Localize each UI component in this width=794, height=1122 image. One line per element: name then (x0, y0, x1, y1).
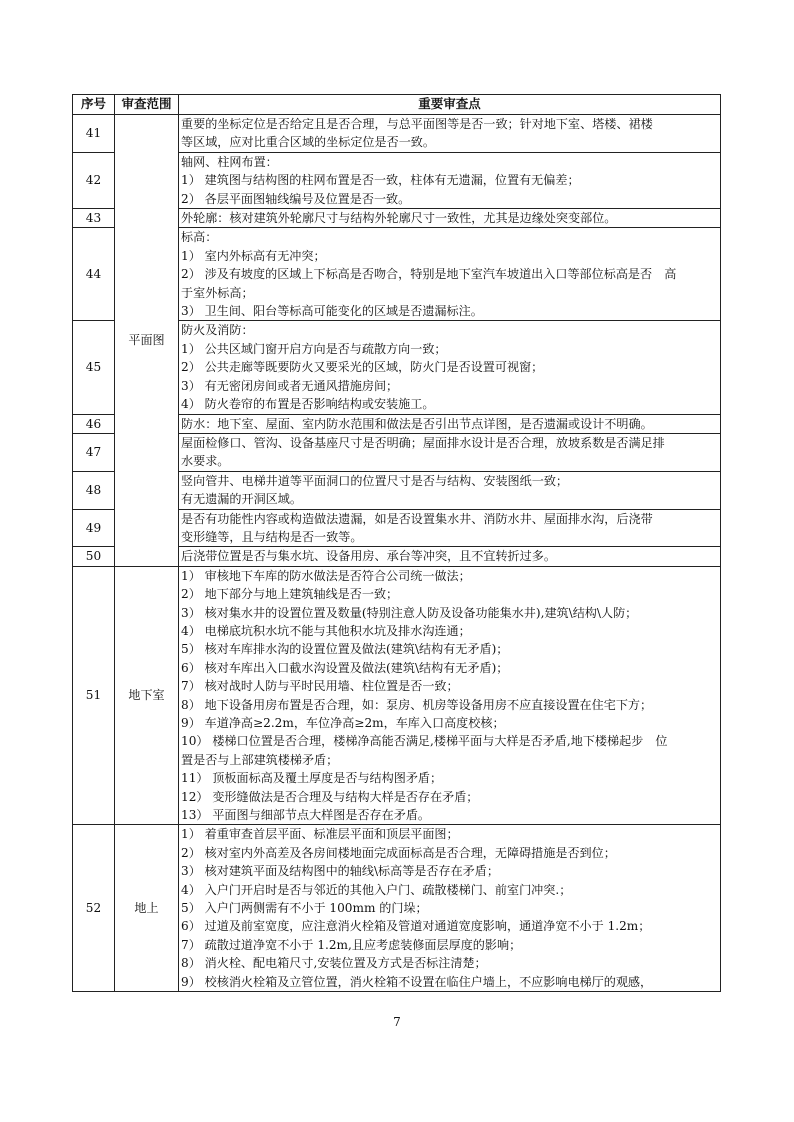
key-point-line: 5） 核对车库排水沟的设置位置及做法(建筑\结构有无矛盾)； (181, 642, 509, 657)
key-point-line: 等区域，应对比重合区域的坐标定位是否一致。 (181, 135, 435, 150)
key-point-line: 9） 车道净高≥2.2m，车位净高≥2m，车库入口高度校核； (181, 716, 505, 730)
key-point-line: 于室外标高； (181, 285, 254, 300)
key-points-cell (179, 433, 721, 471)
key-point-line: 6） 核对车库出入口截水沟设置及做法(建筑\结构有无矛盾)； (181, 660, 509, 675)
row-number: 44 (73, 228, 115, 321)
row-number: 43 (73, 209, 115, 228)
header-scope: 审查范围 (115, 95, 179, 115)
row-number: 49 (73, 509, 115, 547)
row-number: 47 (73, 433, 115, 471)
key-point-line: 13） 平面图与细部节点大样图是否存在矛盾。 (181, 808, 431, 823)
header-key-points: 重要审查点 (179, 95, 721, 115)
key-point-line: 2） 核对室内外高差及各房间楼地面完成面标高是否合理，无障碍措施是否到位； (181, 845, 616, 860)
header-no: 序号 (73, 95, 115, 115)
key-point-line: 有无遗漏的开洞区域。 (181, 492, 302, 507)
table-row (73, 825, 721, 992)
key-point-line: 3） 核对集水井的设置位置及数量(特别注意人防及设备功能集水井),建筑\结构\人防； (181, 605, 638, 620)
row-number: 50 (73, 547, 115, 566)
key-point-line: 1） 着重审查首层平面、标准层平面和顶层平面图； (181, 827, 459, 842)
key-point-line: 7） 核对战时人防与平时民用墙、柱位置是否一致； (181, 679, 459, 694)
table-row (73, 566, 721, 825)
review-table (72, 94, 721, 992)
key-points-cell (179, 566, 721, 825)
review-scope: 地下室 (115, 566, 179, 825)
key-points-cell (179, 414, 721, 433)
key-point-line: 5） 入户门两侧需有不小于 100mm 的门垛； (181, 901, 428, 916)
review-scope: 平面图 (115, 115, 179, 567)
key-point-line: 轴网、柱网布置： (181, 154, 278, 169)
key-point-line: 2） 各层平面图轴线编号及位置是否一致。 (181, 191, 411, 206)
key-point-line: 变形缝等，且与结构是否一致等。 (181, 529, 363, 544)
header-row (73, 95, 721, 115)
key-points-cell (179, 152, 721, 208)
key-points-cell (179, 825, 721, 992)
table-row (73, 115, 721, 153)
page-number: 7 (393, 1015, 401, 1029)
key-point-line: 9） 校核消火栓箱及立管位置，消火栓箱不设置在临住户墙上，不应影响电梯厅的观感， (181, 974, 653, 989)
key-points-cell (179, 547, 721, 566)
key-point-line: 屋面检修口、管沟、设备基座尺寸是否明确；屋面排水设计是否合理，放坡系数是否满足排 (181, 435, 665, 450)
key-point-line: 2） 地下部分与地上建筑轴线是否一致； (181, 587, 399, 602)
key-points-cell (179, 115, 721, 153)
key-point-line: 3） 卫生间、阳台等标高可能变化的区域是否遗漏标注。 (181, 304, 483, 319)
key-point-line: 1） 审核地下车库的防水做法是否符合公司统一做法； (181, 568, 471, 583)
key-point-line: 2） 公共走廊等既要防火又要采光的区域，防火门是否设置可视窗； (181, 360, 544, 375)
key-point-line: 外轮廓：核对建筑外轮廓尺寸与结构外轮廓尺寸一致性，尤其是边缘处突变部位。 (181, 211, 617, 226)
key-points-cell (179, 471, 721, 509)
row-number: 41 (73, 115, 115, 153)
key-points-cell (179, 509, 721, 547)
review-scope: 地上 (115, 825, 179, 992)
key-point-line: 4） 电梯底坑积水坑不能与其他积水坑及排水沟连通； (181, 623, 471, 638)
key-point-line: 11） 顶板面标高及覆土厚度是否与结构图矛盾； (181, 771, 443, 786)
key-point-line: 1） 公共区域门窗开启方向是否与疏散方向一致； (181, 341, 447, 356)
key-points-cell (179, 228, 721, 321)
key-point-line: 7） 疏散过道净宽不小于 1.2m,且应考虑装修面层厚度的影响； (181, 937, 522, 952)
row-number: 52 (73, 825, 115, 992)
key-points-cell (179, 209, 721, 228)
key-point-line: 重要的坐标定位是否给定且是否合理，与总平面图等是否一致；针对地下室、塔楼、裙楼 (181, 117, 653, 131)
key-point-line: 10） 楼梯口位置是否合理，楼梯净高能否满足,楼梯平面与大样是否矛盾,地下楼梯起步 位 (181, 734, 668, 749)
key-point-line: 3） 有无密闭房间或者无通风措施房间； (181, 378, 399, 393)
key-point-line: 后浇带位置是否与集水坑、设备用房、承台等冲突，且不宜转折过多。 (181, 549, 556, 564)
row-number: 45 (73, 321, 115, 414)
key-point-line: 4） 入户门开启时是否与邻近的其他入户门、疏散楼梯门、前室门冲突.； (181, 882, 572, 897)
key-point-line: 12） 变形缝做法是否合理及与结构大样是否存在矛盾； (181, 789, 479, 804)
key-point-line: 是否有功能性内容或构造做法遗漏，如是否设置集水井、消防水井、屋面排水沟，后浇带 (181, 511, 653, 526)
key-point-line: 4） 防火卷帘的布置是否影响结构或安装施工。 (181, 397, 435, 412)
key-point-line: 6） 过道及前室宽度，应注意消火栓箱及管道对通道宽度影响，通道净宽不小于 1.2m； (181, 919, 651, 934)
key-point-line: 8） 地下设备用房布置是否合理，如：泵房、机房等设备用房不应直接设置在住宅下方； (181, 697, 653, 712)
key-points-cell (179, 321, 721, 414)
row-number: 42 (73, 152, 115, 208)
key-point-line: 3） 核对建筑平面及结构图中的轴线\标高等是否存在矛盾； (181, 864, 499, 879)
key-point-line: 竖向管井、电梯井道等平面洞口的位置尺寸是否与结构、安装图纸一致； (181, 473, 569, 488)
key-point-line: 2） 涉及有坡度的区域上下标高是否吻合，特别是地下室汽车坡道出入口等部位标高是否 高 (181, 267, 677, 282)
row-number: 46 (73, 414, 115, 433)
key-point-line: 8） 消火栓、配电箱尺寸,安装位置及方式是否标注清楚； (181, 956, 487, 971)
key-point-line: 水要求。 (181, 454, 230, 469)
row-number: 48 (73, 471, 115, 509)
key-point-line: 1） 室内外标高有无冲突； (181, 248, 326, 263)
row-number: 51 (73, 566, 115, 825)
key-point-line: 防火及消防： (181, 323, 254, 338)
key-point-line: 1） 建筑图与结构图的柱网布置是否一致，柱体有无遗漏，位置有无偏差； (181, 173, 580, 188)
table-body (73, 115, 721, 992)
key-point-line: 防水：地下室、屋面、室内防水范围和做法是否引出节点详图，是否遗漏或设计不明确。 (181, 416, 653, 431)
key-point-line: 置是否与上部建筑楼梯矛盾； (181, 752, 339, 767)
key-point-line: 标高： (181, 230, 218, 245)
